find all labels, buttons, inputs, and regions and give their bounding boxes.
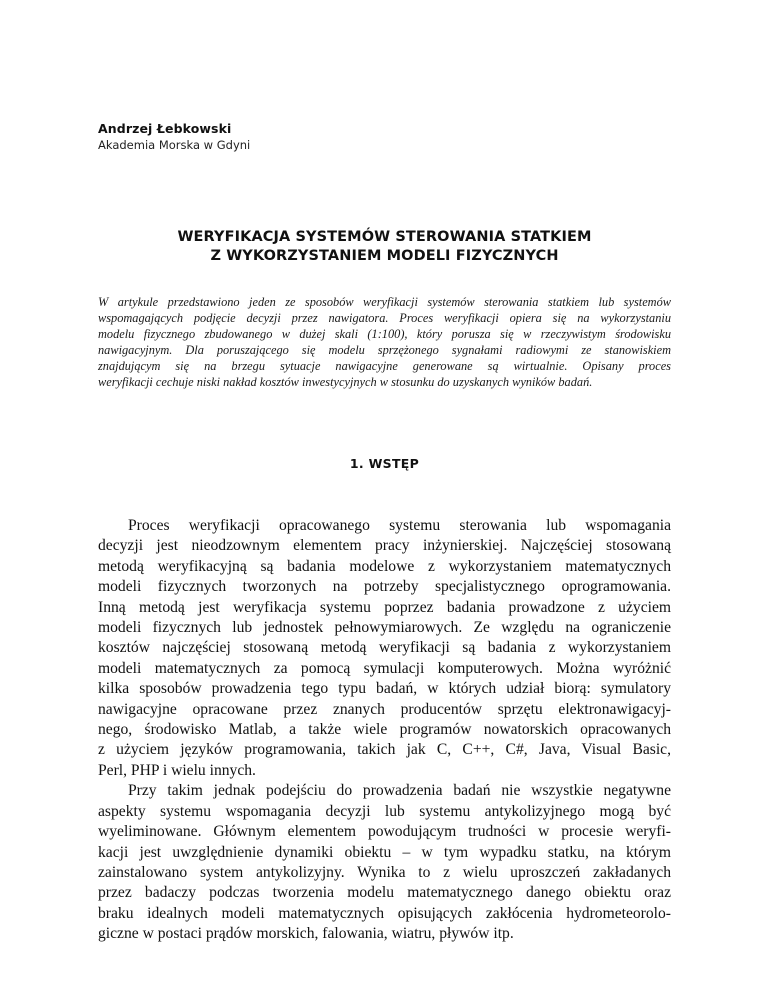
body-line: Przy takim jednak podejściu do prowadzenia badań nie wszystkie negatywne <box>128 782 671 800</box>
body-line: z użyciem języków programowania, takich jak C, C++, C#, Java, Visual Basic, <box>98 741 671 759</box>
body-line: aspekty systemu wspomagania decyzji lub systemu antykolizyjnego mogą być <box>98 802 671 820</box>
body-line: kilka sposobów prowadzenia tego typu badań, w których udział biorą: symulatory <box>98 680 671 698</box>
abstract-line: znajdującym się na brzegu sytuacje nawigacyjne generowane są wirtualnie. Opisany proces <box>98 359 671 373</box>
body-line: przez badaczy podczas tworzenia modelu matematycznego danego obiektu oraz <box>98 884 671 902</box>
title-line: Z WYKORZYSTANIEM MODELI FIZYCZNYCH <box>210 248 559 264</box>
body-line: Inną metodą jest weryfikacja systemu poprzez badania prowadzone z użyciem <box>98 598 671 616</box>
body-line: metodą weryfikacyjną są badania modelowe z wykorzystaniem matematycznych <box>98 557 671 575</box>
body-line: nego, środowisko Matlab, a także wiele programów nowatorskich opracowanych <box>98 721 671 739</box>
abstract-line: W artykule przedstawiono jeden ze sposobów weryfikacji systemów sterowania statkiem lub systemów <box>98 295 671 309</box>
body-line: kacji jest uwzględnienie dynamiki obiektu – w tym wypadku statku, na którym <box>98 843 671 861</box>
body-line: giczne w postaci prądów morskich, falowania, wiatru, pływów itp. <box>98 925 514 943</box>
title-line: WERYFIKACJA SYSTEMÓW STEROWANIA STATKIEM <box>177 229 592 245</box>
body-line: modeli fizycznych lub jednostek pełnowymiarowych. Ze względu na ograniczenie <box>98 619 671 637</box>
body-line: nawigacyjne opracowane przez znanych producentów sprzętu elektronawigacyj- <box>98 700 671 718</box>
body-line: modeli fizycznych tworzonych na potrzeby specjalistycznego oprogramowania. <box>98 578 671 596</box>
abstract-line: modelu fizycznego zbudowanego w dużej skali (1:100), który porusza się w rzeczywistym środowisku <box>98 327 671 341</box>
abstract-line: wspomagających podjęcie decyzji przez nawigatora. Proces weryfikacji opiera się na wykorzystaniu <box>98 311 671 325</box>
section-body <box>98 516 671 945</box>
section-heading: 1. WSTĘP <box>349 456 420 471</box>
abstract-line: weryfikacji cechuje niski nakład kosztów inwestycyjnych w stosunku do uzyskanych wyników badań. <box>98 375 593 389</box>
body-line: Perl, PHP i wielu innych. <box>98 761 256 779</box>
body-line: zainstalowano system antykolizyjny. Wynika to z wielu uproszczeń zakładanych <box>98 863 671 881</box>
body-line: modeli matematycznych za pomocą symulacji komputerowych. Można wyróżnić <box>98 659 671 677</box>
body-line: braku idealnych modeli matematycznych opisujących zakłócenia hydrometeorolo- <box>98 904 671 922</box>
author-name: Andrzej Łebkowski <box>98 121 232 136</box>
body-line: kosztów najczęściej stosowaną metodą weryfikacji są badania z wykorzystaniem <box>98 639 671 657</box>
abstract <box>98 294 671 390</box>
body-line: wyeliminowane. Głównym elementem powodującym trudności w procesie weryfi- <box>98 823 671 841</box>
paper-title <box>98 228 671 266</box>
author-affiliation: Akademia Morska w Gdyni <box>98 138 251 152</box>
body-line: decyzji jest nieodzownym elementem pracy inżynierskiej. Najczęściej stosowaną <box>98 537 671 555</box>
body-line: Proces weryfikacji opracowanego systemu sterowania lub wspomagania <box>128 517 671 534</box>
abstract-line: nawigacyjnym. Dla poruszającego się modelu sprzężonego sygnałami radiowymi ze stanowiskiem <box>98 343 671 357</box>
author-block <box>98 121 250 153</box>
